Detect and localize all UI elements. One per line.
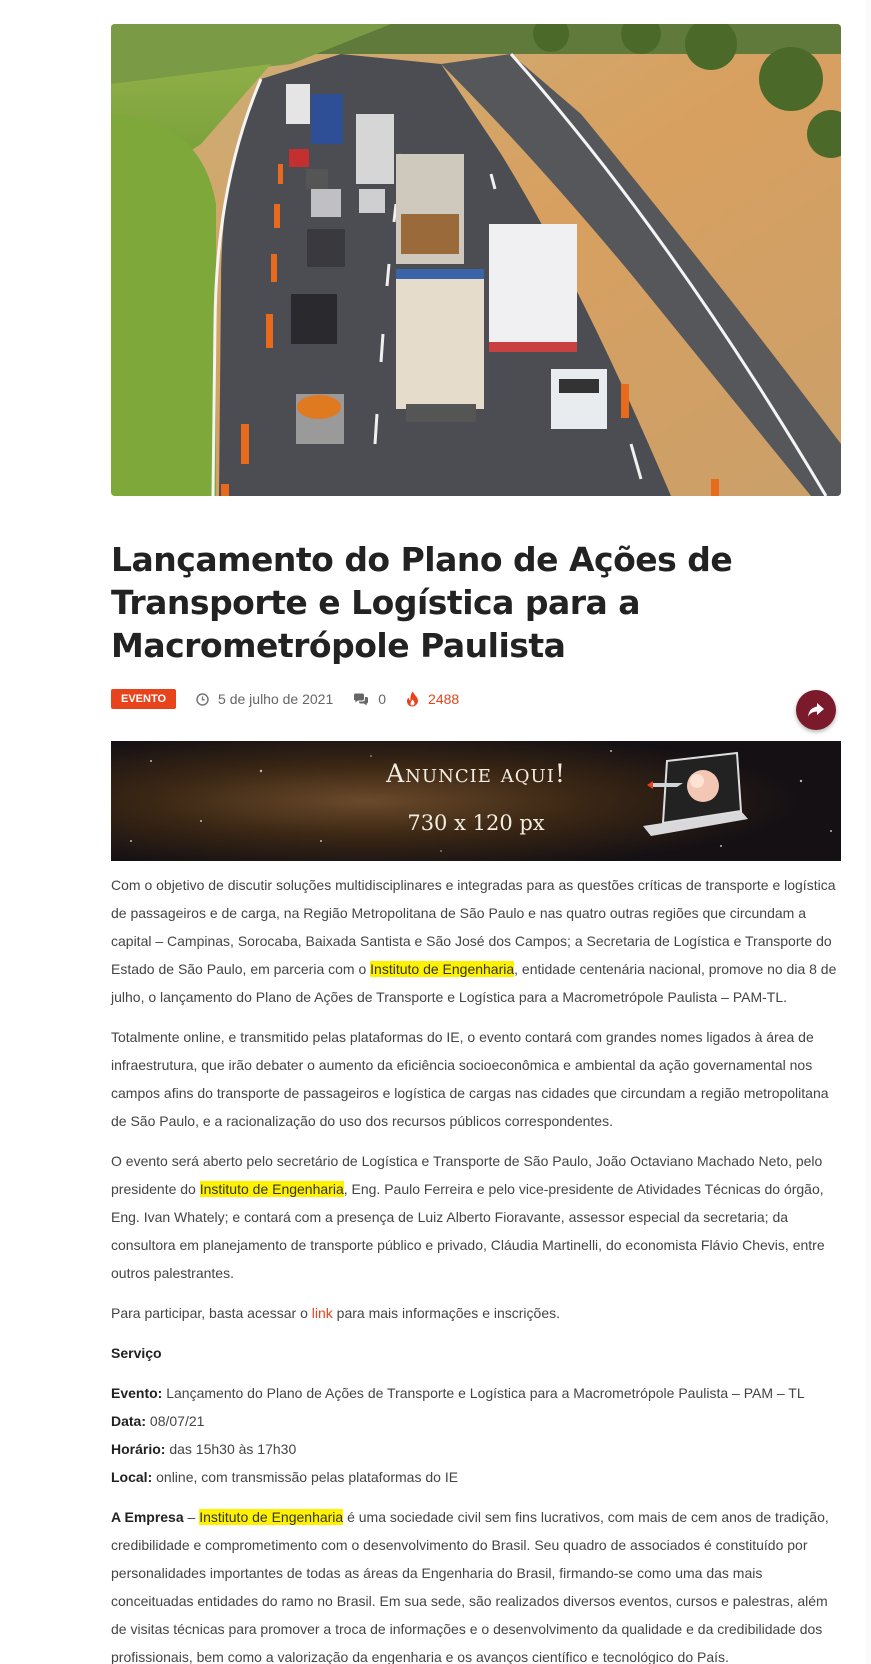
p1-text-b: , entidade centenária nacional, promove no dia 8 de julho, o lançamento do Plano de Ações de Transporte e Logística para a Macrometrópole Paulista – PAM-TL. <box>111 961 837 1005</box>
time-label: Horário: <box>111 1441 166 1457</box>
view-count: 2488 <box>428 691 460 707</box>
institute-highlight: Instituto de Engenharia <box>199 1181 344 1197</box>
date-value: 08/07/21 <box>146 1413 205 1429</box>
place-value: online, com transmissão pelas plataformas do IE <box>152 1469 459 1485</box>
paragraph-5 <box>111 1503 841 1664</box>
date-meta <box>196 691 333 707</box>
institute-highlight: Instituto de Engenharia <box>370 961 515 977</box>
share-button[interactable] <box>796 690 836 730</box>
p1-text-a: Com o objetivo de discutir soluções multidisciplinares e integradas para as questões críticas de transporte e logística de passageiros e de carga, na Região Metropolitana de São Paulo e nas quatro outras regiões que circundam a capital – Campinas, Sorocaba, Baixada Santista e São José dos Campos; a Secretaria de Logística e Transporte do Estado de São Paulo, em parceria com o <box>111 877 836 977</box>
hero-image <box>111 24 841 496</box>
service-place <box>111 1463 841 1491</box>
category-badge[interactable]: EVENTO <box>111 689 176 709</box>
p4-text-a: Para participar, basta acessar o <box>111 1305 312 1321</box>
service-heading-text: Serviço <box>111 1345 162 1361</box>
publish-date: 5 de julho de 2021 <box>218 691 334 707</box>
place-label: Local: <box>111 1469 153 1485</box>
highway-photo <box>111 24 841 496</box>
article-title: Lançamento do Plano de Ações de Transporte e Logística para a Macrometrópole Paulista <box>111 540 733 665</box>
paragraph-1 <box>111 871 841 1011</box>
p4-text-b: para mais informações e inscrições. <box>332 1305 560 1321</box>
comment-count: 0 <box>378 691 387 707</box>
p5-dash: – <box>183 1509 200 1525</box>
service-event <box>111 1379 841 1407</box>
comments-icon <box>353 693 369 706</box>
company-label: A Empresa <box>111 1509 184 1525</box>
share-icon <box>807 702 825 718</box>
article-body <box>111 871 841 1664</box>
fire-icon <box>406 691 419 707</box>
time-value: das 15h30 às 17h30 <box>165 1441 297 1457</box>
p5-text-b: é uma sociedade civil sem fins lucrativos, com mais de cem anos de tradição, credibilidade e comprometimento com o desenvolvimento do Brasil. Seu quadro de associados é constituído por personalidades importantes de todas as áreas da Engenharia do Brasil, firmando-se como uma das mais conceituadas entidades do ramo no Brasil. Em sua sede, são realizados diversos eventos, cursos e palestras, além de visitas técnicas para promover a troca de informações e o desenvolvimento da qualidade e da credibilidade dos profissionais, bem como a valorização da engenharia e os avanços científico e tecnológico do País. <box>111 1509 829 1664</box>
ad-size: 730 x 120 px <box>407 811 545 835</box>
article-meta <box>111 688 841 710</box>
page-edge <box>866 0 871 1664</box>
paragraph-2: Totalmente online, e transmitido pelas plataformas do IE, o evento contará com grandes nomes ligados à área de infraestrutura, que irão debater o aumento da eficiência socioeconômica e ambiental da ação governamental nos campos afins do transporte de passageiros e logística de cargas nas cidades que circundam a região metropolitana de São Paulo, e a racionalização do uso dos recursos públicos correspondentes. <box>111 1029 829 1129</box>
service-time <box>111 1435 841 1463</box>
event-label: Evento: <box>111 1385 163 1401</box>
service-date <box>111 1407 841 1435</box>
views-meta <box>406 691 459 707</box>
event-value: Lançamento do Plano de Ações de Transporte e Logística para a Macrometrópole Paulista – PAM – TL <box>162 1385 805 1401</box>
paragraph-3 <box>111 1147 841 1287</box>
comments-meta[interactable] <box>353 691 386 707</box>
date-label: Data: <box>111 1413 147 1429</box>
institute-highlight: Instituto de Engenharia <box>199 1509 344 1525</box>
p3-text-b: , Eng. Paulo Ferreira e pelo vice-presidente de Atividades Técnicas do órgão, Eng. Ivan Whately; e contará com a presença de Luiz Alberto Fioravante, assessor especial da secretaria; da consultora em planejamento de transporte público e privado, Cláudia Martinelli, do economista Flávio Chevis, entre outros palestrantes. <box>111 1181 825 1281</box>
paragraph-4 <box>111 1299 841 1327</box>
service-details <box>111 1379 841 1491</box>
clock-icon <box>196 693 209 706</box>
signup-link[interactable]: link <box>311 1305 333 1321</box>
ad-title: Anuncie aqui! <box>386 759 566 788</box>
p3-text-a: O evento será aberto pelo secretário de Logística e Transporte de São Paulo, João Octaviano Machado Neto, pelo presidente do <box>111 1153 823 1197</box>
service-heading <box>111 1339 841 1367</box>
ad-banner[interactable] <box>111 741 841 861</box>
